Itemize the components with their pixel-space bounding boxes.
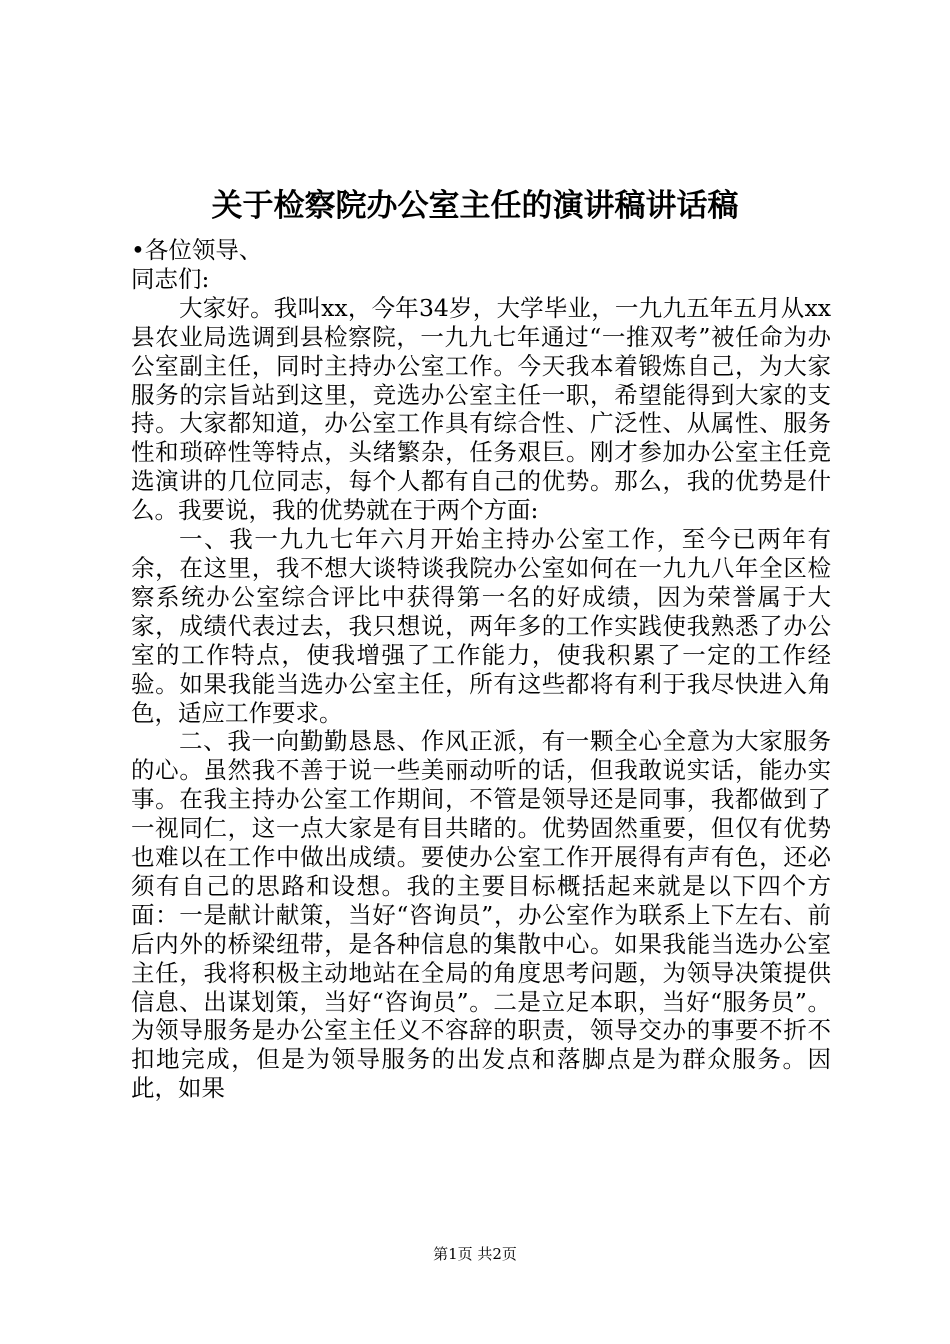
- paragraph-point-one: 一、我一九九七年六月开始主持办公室工作，至今已两年有余，在这里，我不想大谈特谈我院办公室如何在一九九八年全区检察系统办公室综合评比中获得第一名的好成绩，因为荣誉属于大家，成绩代表过去，我只想说，两年多的工作实践使我熟悉了办公室的工作特点，使我增强了工作能力，使我积累了一定的工作经验。如果我能当选办公室主任，所有这些都将有利于我尽快进入角色，适应工作要求。: [131, 525, 831, 727]
- salutation-leaders: •各位领导、: [131, 236, 263, 264]
- paragraph-point-two: 二、我一向勤勤恳恳、作风正派，有一颗全心全意为大家服务的心。虽然我不善于说一些美丽动听的话，但我敢说实话，能办实事。在我主持办公室工作期间，不管是领导还是同事，我都做到了一视同仁，这一点大家是有目共睹的。优势固然重要，但仅有优势也难以在工作中做出成绩。要使办公室工作开展得有声有色，还必须有自己的思路和设想。我的主要目标概括起来就是以下四个方面：一是献计献策，当好“咨询员”，办公室作为联系上下左右、前后内外的桥梁纽带，是各种信息的集散中心。如果我能当选办公室主任，我将积极主动地站在全局的角度思考问题，为领导决策提供信息、出谋划策，当好“咨询员”。二是立足本职，当好“服务员”。为领导服务是办公室主任义不容辞的职责，领导交办的事要不折不扣地完成，但是为领导服务的出发点和落脚点是为群众服务。因此，如果: [131, 727, 831, 1103]
- paragraph-intro: 大家好。我叫xx，今年34岁，大学毕业，一九九五年五月从xx县农业局选调到县检察院，一九九七年通过“一推双考”被任命为办公室副主任，同时主持办公室工作。今天我本着锻炼自己，为大家服务的宗旨站到这里，竞选办公室主任一职，希望能得到大家的支持。大家都知道，办公室工作具有综合性、广泛性、从属性、服务性和琐碎性等特点，头绪繁杂，任务艰巨。刚才参加办公室主任竞选演讲的几位同志，每个人都有自己的优势。那么，我的优势是什么。我要说，我的优势就在于两个方面:: [131, 293, 831, 525]
- page-number-footer: 第1页 共2页: [433, 1245, 517, 1263]
- salutation-comrades: 同志们:: [131, 264, 210, 293]
- document-body: [131, 236, 831, 1103]
- document-title: 关于检察院办公室主任的演讲稿讲话稿: [211, 188, 739, 224]
